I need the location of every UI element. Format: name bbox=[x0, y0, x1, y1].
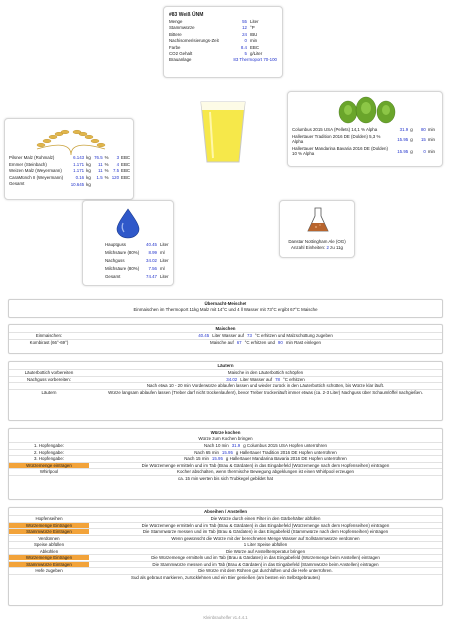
hop-time-unit: min bbox=[427, 127, 435, 132]
step-text: Nach etwa 10 - 20 min Vorderwürze ablaufen lassen und wieder zurück in den Läuterbottich schütten, bis Würze klar läuft. bbox=[146, 383, 385, 389]
malt-name: Weizen Malz (Weyermann) bbox=[9, 168, 62, 173]
step-label: Würzemenge Eintragen bbox=[9, 555, 89, 560]
step-row bbox=[9, 369, 442, 376]
malt-amount-unit: kg bbox=[86, 161, 91, 167]
water-row-value: 8.99 bbox=[148, 250, 157, 255]
overnight-title: Übernacht-Meische! bbox=[204, 301, 247, 306]
step-value: 34.02 bbox=[226, 376, 238, 382]
step-text: Kocher abschalten, wenn thermische Bewegung abgeklungen ist einen Whirlpool erzeugen bbox=[177, 469, 354, 475]
hop-time: 0 bbox=[423, 148, 426, 154]
malt-amount: 0.16 bbox=[75, 174, 85, 180]
step-row bbox=[9, 567, 442, 574]
step-text: Liter Wasser auf bbox=[212, 333, 244, 339]
malt-ebc: 3 bbox=[116, 155, 120, 160]
malt-name: CaraMünch II (Weyermann) bbox=[9, 174, 64, 180]
pitch-title: Abseihen / Anstellen bbox=[203, 509, 248, 514]
recipe-row-unit: EBC bbox=[250, 44, 260, 50]
recipe-row-label: Nachisomerisierungs-Zeit bbox=[169, 38, 219, 44]
step-label: Verdünnen bbox=[38, 535, 60, 541]
step-text: Die Würze durch einen Filter in den Gärbehälter abfüllen bbox=[210, 516, 321, 522]
step-text: Nach 65 min bbox=[194, 449, 219, 455]
step-label: 2. Hopfengabe: bbox=[33, 449, 65, 455]
boil-subtitle: Würze zum Kochen bringen bbox=[198, 436, 253, 441]
step-text: °C erhitzen bbox=[282, 376, 305, 382]
mash-rows bbox=[9, 332, 442, 345]
step-label: Läuterbottich vorbereiten bbox=[24, 370, 74, 376]
step-instruction bbox=[89, 523, 442, 528]
step-row bbox=[9, 515, 442, 522]
step-value: 31.9 bbox=[231, 443, 241, 449]
step-instruction bbox=[89, 542, 442, 547]
recipe-row-value: 0 bbox=[244, 38, 247, 44]
malt-total-unit: kg bbox=[86, 181, 91, 187]
step-label: Abkühlen bbox=[39, 548, 59, 554]
step-instruction bbox=[89, 463, 442, 468]
malt-percent-unit: % bbox=[104, 161, 109, 167]
step-row bbox=[9, 548, 442, 555]
recipe-row-label: Farbe bbox=[169, 44, 181, 50]
malt-percent: 76.5 bbox=[94, 155, 103, 160]
water-drop-icon bbox=[113, 207, 143, 239]
step-row bbox=[9, 522, 442, 529]
step-row bbox=[9, 468, 442, 475]
step-text: 1 Liter Speise abfüllen bbox=[243, 542, 288, 548]
malt-ebc-unit: EBC bbox=[121, 161, 131, 167]
recipe-row-label: CO2 Gehalt bbox=[169, 51, 193, 57]
hop-row bbox=[291, 133, 441, 145]
step-instruction bbox=[89, 333, 442, 338]
recipe-row-label: Bittere bbox=[169, 31, 182, 37]
step-text: Maische auf bbox=[210, 339, 234, 345]
step-instruction bbox=[89, 549, 442, 554]
yeast-name: Danstar Nottingham Ale (OG) bbox=[288, 239, 346, 244]
step-instruction bbox=[89, 450, 442, 455]
step-instruction bbox=[89, 568, 442, 573]
recipe-row-value: 12 bbox=[242, 25, 247, 31]
yeast-amount-unit: zu 11g bbox=[330, 245, 343, 250]
water-row bbox=[105, 265, 171, 273]
boil-footer: ca. 15 min werten bis sich Trubkegel gebildet hat bbox=[9, 475, 442, 482]
water-row bbox=[105, 273, 171, 281]
wheat-icon bbox=[33, 125, 109, 159]
hop-name: Hallertauer Mandarina Bavaria 2016 DE (Dolden) 10 % Alpha bbox=[292, 146, 388, 156]
hop-amount-unit: g bbox=[410, 127, 413, 132]
recipe-row-value: 24 bbox=[242, 31, 247, 37]
recipe-row-unit: min bbox=[250, 38, 258, 44]
step-row bbox=[9, 528, 442, 535]
water-row-unit: ml bbox=[160, 250, 165, 255]
step-text: Wenn gewünscht die Würze mit der berechneten Menge Wasser auf Sollstammwürze verdünnen bbox=[171, 535, 360, 541]
malt-amount: 6.143 bbox=[73, 155, 85, 160]
hop-name: Columbus 2015 USA (Pellets) 14,1 % Alpha bbox=[292, 127, 378, 132]
water-row-unit: Liter bbox=[160, 258, 169, 263]
step-instruction bbox=[89, 390, 442, 395]
malt-percent: 1.5 bbox=[96, 174, 103, 180]
step-value: 15.95 bbox=[221, 449, 233, 455]
yeast-amount bbox=[280, 245, 354, 250]
hops-table bbox=[291, 126, 441, 157]
step-text: Nach 15 min bbox=[184, 456, 209, 462]
hop-amount-unit: g bbox=[410, 136, 413, 142]
malt-ebc-unit: EBC bbox=[121, 155, 131, 160]
step-text: Maische in den Läuterbottich schöpfen bbox=[227, 370, 304, 376]
step-text: Die Würze auf Anstelltemperatur bringen bbox=[225, 548, 306, 554]
malt-amount-unit: kg bbox=[86, 155, 91, 160]
yeast-amount-label: Anzahl Einheiten: bbox=[291, 245, 326, 250]
malt-total-value: 10.645 bbox=[70, 181, 85, 187]
pitch-section bbox=[8, 507, 443, 606]
step-value: 78 bbox=[275, 376, 280, 382]
step-label: 1. Hopfengabe: bbox=[33, 443, 65, 449]
step-text: Die Würzemenge ermitteln und im Tab (Brau & Gärdaten) in das Eingabefeld (Würzemenge beim Anstellen) eintragen bbox=[151, 555, 380, 561]
malt-percent: 11 bbox=[98, 161, 103, 167]
pitch-rows bbox=[9, 515, 442, 574]
water-row-unit: Liter bbox=[160, 274, 169, 279]
step-label: Würzemenge eintragen bbox=[9, 463, 89, 468]
overnight-section bbox=[8, 299, 443, 318]
mash-section bbox=[8, 324, 443, 354]
overnight-text: Einmaischen im Thermoport 11kg Malz mit 14°C und 4 ll Wasser mit 73°C ergibt 67°C Maische bbox=[133, 307, 318, 312]
water-card bbox=[82, 200, 174, 286]
step-instruction bbox=[89, 383, 442, 388]
step-text: g Hallertauer Tradition 2016 DE Hopfen unterrühren bbox=[235, 449, 337, 455]
hop-time-unit: min bbox=[427, 136, 435, 142]
step-label: Kombirast (66°-69°) bbox=[29, 339, 69, 345]
step-value: 90 bbox=[277, 339, 283, 345]
flask-icon bbox=[306, 206, 330, 234]
malt-name: Emmer (Steinbach) bbox=[9, 161, 47, 167]
malt-amount: 1.171 bbox=[73, 168, 85, 173]
lauter-title: Läutern bbox=[217, 363, 234, 368]
step-text: Die Stammwürze messen und im Tab (Brau & Gärdaten) in das Eingabefeld (Stammwürze nach dem Hopfenseihen) eintragen bbox=[142, 529, 389, 535]
step-instruction bbox=[89, 469, 442, 474]
step-label: Whirlpool bbox=[39, 469, 59, 475]
pitch-footer: Sud als gebraut markieren, zurücklehnen und ein Bier genießen (am besten ein Selbstgebrautes) bbox=[9, 574, 442, 581]
app-version-footer: Kleinbrauhelfer v1.4.4.1 bbox=[203, 615, 248, 620]
mash-title: Maischen bbox=[215, 326, 236, 331]
recipe-row-value: 83 Thermoport 70-100 bbox=[233, 57, 277, 63]
recipe-rows bbox=[169, 19, 277, 64]
step-instruction bbox=[89, 443, 442, 448]
recipe-summary-card bbox=[163, 6, 283, 78]
water-row bbox=[105, 241, 171, 249]
malt-total-row bbox=[8, 181, 132, 188]
malt-ebc-unit: EBC bbox=[121, 168, 131, 173]
step-value: 67 bbox=[236, 339, 242, 345]
step-instruction bbox=[89, 340, 442, 345]
step-instruction bbox=[89, 555, 442, 560]
step-row bbox=[9, 449, 442, 456]
water-row-unit: Liter bbox=[160, 242, 169, 247]
water-row-label: Hauptguss bbox=[105, 242, 126, 247]
step-label: Stammwürze Eintragen bbox=[9, 529, 89, 534]
step-row bbox=[9, 561, 442, 568]
yeast-card bbox=[279, 200, 355, 258]
hop-amount: 15.95 bbox=[397, 148, 409, 154]
boil-rows bbox=[9, 442, 442, 475]
step-label: Nachguss vorbereiten: bbox=[27, 376, 71, 382]
water-row bbox=[105, 257, 171, 265]
step-instruction bbox=[89, 377, 442, 382]
water-row-unit: ml bbox=[160, 266, 165, 271]
step-value: 73 bbox=[247, 333, 252, 339]
hop-time-unit: min bbox=[427, 148, 435, 154]
step-text: Nach 10 min bbox=[204, 443, 229, 449]
lauter-rows bbox=[9, 369, 442, 395]
step-row bbox=[9, 442, 442, 449]
lauter-section bbox=[8, 361, 443, 421]
step-text: g Hallertauer Mandarina Bavaria 2016 DE Hopfen unterrühren bbox=[225, 456, 347, 462]
recipe-row bbox=[169, 57, 277, 63]
malt-amount-unit: kg bbox=[86, 168, 91, 173]
step-row bbox=[9, 339, 442, 346]
recipe-row-value: 8.4 bbox=[240, 44, 247, 50]
step-label: Einmaischen: bbox=[35, 333, 63, 339]
water-rows bbox=[105, 241, 171, 281]
step-text: g Columbus 2015 USA Hopfen unterrühren bbox=[243, 443, 327, 449]
step-row bbox=[9, 535, 442, 542]
step-text: Die Würzemenge ermitteln und im Tab (Brau & Gärdaten) in das Eingabefeld (Würzemenge nach dem Hopfenseihen) eintragen bbox=[141, 522, 390, 528]
step-instruction bbox=[89, 562, 442, 567]
recipe-row-unit: IBU bbox=[250, 31, 258, 37]
hop-icon bbox=[336, 94, 400, 128]
step-instruction bbox=[89, 456, 442, 461]
step-instruction bbox=[89, 536, 442, 541]
recipe-row-unit: °P bbox=[250, 25, 255, 31]
step-value: 15.95 bbox=[211, 456, 223, 462]
boil-title: Würze kochen bbox=[210, 430, 241, 435]
water-row-label: Gesamt bbox=[105, 274, 121, 279]
water-row-value: 40.45 bbox=[146, 242, 157, 247]
hop-amount: 31.9 bbox=[399, 127, 409, 132]
malt-ebc-unit: EBC bbox=[121, 174, 131, 180]
malt-total-label: Gesamt bbox=[9, 181, 25, 186]
hop-time: 80 bbox=[420, 127, 426, 132]
hops-card bbox=[287, 91, 443, 167]
step-text: min Rast einlegen bbox=[285, 339, 321, 345]
step-row bbox=[9, 376, 442, 383]
step-row bbox=[9, 455, 442, 462]
water-row-label: Milchsäure (80%) bbox=[105, 250, 140, 255]
recipe-row-unit: Liter bbox=[250, 19, 259, 24]
hop-name: Hallertauer Tradition 2016 DE (Dolden) 5,3 % Alpha bbox=[292, 134, 381, 144]
malt-ebc: 4 bbox=[116, 161, 120, 167]
malt-percent-unit: % bbox=[104, 174, 109, 180]
malt-percent: 11 bbox=[98, 168, 103, 173]
step-text: °C erhitzen und bbox=[244, 339, 275, 345]
boil-section bbox=[8, 428, 443, 500]
hop-amount-unit: g bbox=[410, 148, 413, 154]
step-text: Die Würzemenge ermitteln und im Tab (Brau & Gärdaten) in das Eingabefeld (Würzemenge nach dem Hopfenseihen) eintragen bbox=[141, 462, 390, 468]
malt-name: Pilsner Malz (Rohmalz) bbox=[9, 155, 55, 160]
step-text: Würze langsam ablaufen lassen (Treber darf nicht trockenlaufen!), bevor Treber trockenläuft immer etwas (ca. 2-3 Liter) Nachguss über Schaumlöffel nachgießen. bbox=[108, 389, 423, 395]
step-instruction bbox=[89, 516, 442, 521]
malt-amount: 1.171 bbox=[73, 161, 85, 167]
water-row-value: 7.56 bbox=[148, 266, 157, 271]
step-text: Die Würze mit dem Rühren gut durchlüften und die Hefe unterrühren. bbox=[198, 568, 333, 574]
step-label: Speise abfüllen bbox=[33, 542, 65, 548]
step-text: °C erhitzen und Malzschüttung zugeben bbox=[254, 333, 333, 339]
malt-percent-unit: % bbox=[104, 168, 109, 173]
step-label: Stammwürze Eintragen bbox=[9, 562, 89, 567]
hop-amount: 15.95 bbox=[397, 136, 409, 142]
step-instruction bbox=[89, 529, 442, 534]
hop-row bbox=[291, 126, 441, 133]
water-row-value: 74.47 bbox=[146, 274, 157, 279]
malt-ebc: 7.5 bbox=[112, 168, 120, 173]
step-value: 40.45 bbox=[198, 333, 210, 339]
step-text: Die Stammwürze messen und im Tab (Brau & Gärdaten) in das Eingabefeld (Stammwürze beim Anstellen) eintragen bbox=[152, 561, 379, 567]
water-row-value: 34.02 bbox=[146, 258, 157, 263]
recipe-row-label: Stammwürze bbox=[169, 25, 195, 31]
water-row bbox=[105, 249, 171, 257]
recipe-title: #83 Weiß ÜNM bbox=[169, 12, 204, 18]
step-label: Hopfenseihen bbox=[35, 516, 63, 522]
beer-glass-icon bbox=[198, 98, 248, 164]
water-row-label: Nachguss bbox=[105, 258, 125, 263]
step-row bbox=[9, 541, 442, 548]
malt-table bbox=[8, 155, 132, 188]
recipe-row-unit: g/Liter bbox=[250, 51, 263, 57]
water-row-label: Milchsäure (80%) bbox=[105, 266, 140, 271]
step-label: Läutern bbox=[41, 389, 57, 395]
recipe-row-label: Brauanlage bbox=[169, 57, 192, 63]
hop-row bbox=[291, 145, 441, 157]
hop-time: 15 bbox=[420, 136, 426, 142]
malt-card bbox=[4, 118, 134, 200]
malt-ebc: 120 bbox=[111, 174, 120, 180]
step-row bbox=[9, 389, 442, 396]
step-label: Hefe zugeben bbox=[35, 568, 63, 574]
malt-percent-unit: % bbox=[104, 155, 109, 160]
step-row bbox=[9, 554, 442, 561]
step-instruction bbox=[89, 370, 442, 375]
recipe-row-value: 55 bbox=[242, 19, 247, 24]
step-label: 3. Hopfengabe: bbox=[33, 456, 65, 462]
malt-amount-unit: kg bbox=[86, 174, 91, 180]
yeast-amount-value: 2 bbox=[326, 245, 329, 250]
recipe-row-value: 5 bbox=[244, 51, 247, 57]
step-row bbox=[9, 462, 442, 469]
recipe-row-label: Menge bbox=[169, 19, 183, 24]
step-text: Liter Wasser auf bbox=[240, 376, 273, 382]
step-row bbox=[9, 332, 442, 339]
step-label: Würzemenge Eintragen bbox=[9, 523, 89, 528]
